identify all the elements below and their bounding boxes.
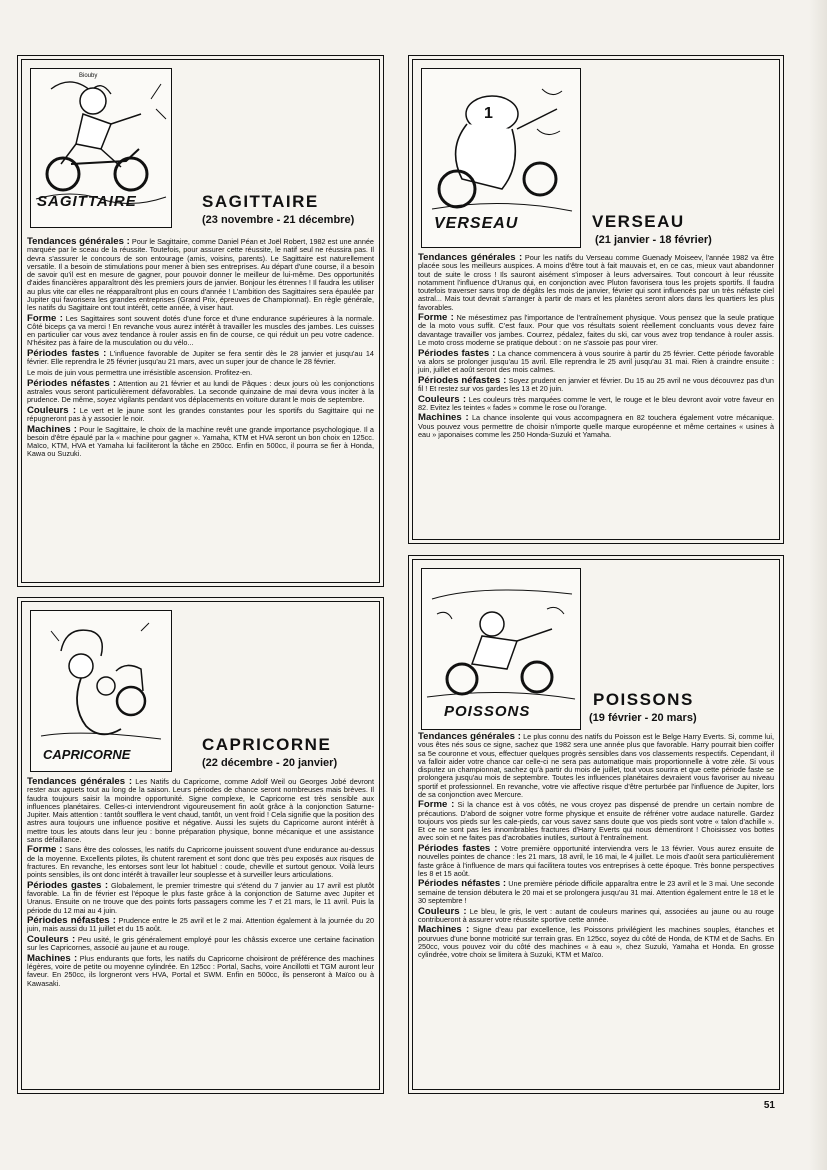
sagittaire-art-label: SAGITTAIRE bbox=[37, 193, 137, 210]
sagittaire-art-signature: Biouby bbox=[79, 73, 98, 79]
capricorne-title: CAPRICORNE bbox=[202, 735, 332, 754]
sagittaire-section: Tendances générales : Pour le Sagittaire, comme Daniel Péan et Joël Robert, 1982 est une année marquée par le sceau de la réussite. Toutefois, pour assurer cette réussite, le natif seul ne réussira pas. Il devra s'assurer le concours de son entourage (amis, voisins, parents). Le Sagittaire est naturellement versatile. Il a besoin de stimulations pour mener à bien ses entreprises. Au départ d'une course, il a besoin de savoir qu'il est en mesure de gagner, pour pouvoir donner le meilleur de lui-même. Des opportunités d'aides financières apparaîtront dès les premiers jours de janvier. Bonjour les étrennes ! Il faudra les utiliser au plus vite car elles ne réapparaîtront plus en cours d'année ! L'ambition des Sagittaires sera épaulée par Jupiter qui favorisera les grandes entreprises (Grand Prix, épreuves de Championnat). En règle générale, les natifs du Sagittaire ont tout intérêt, cette année, à viser haut. bbox=[27, 236, 374, 312]
sagittaire-section: Périodes néfastes : Attention au 21 février et au lundi de Pâques : deux jours où les conjonctions astrales vous seront particulièrement défavorables. La seconde quinzaine de mai devra vous inciter à la prudence. De même, soyez vigilants pendant vos déplacements en voiture durant le mois de septembre. bbox=[27, 377, 374, 405]
capricorne-section: Périodes gastes : Globalement, le premier trimestre qui s'étend du 7 janvier au 17 avril est plutôt favorable. La fin de février est l'époque le plus faste grâce à la conjonction de Saturne avec Jupiter et Uranus. Ensuite on ne trouve que des points forts passagers comme les 7 et 21 mars, le 11 avril. Puis la période du 12 mai au 4 juin. bbox=[27, 879, 375, 915]
poissons-section: Couleurs : Le bleu, le gris, le vert : autant de couleurs marines qui, associées au jaune ou au rouge contribueront à assurer votre réussite sportive cette année. bbox=[418, 905, 774, 924]
poissons-section: Périodes néfastes : Une première période difficile apparaîtra entre le 23 avril et le 3 mai. Une seconde semaine de tension débutera le 20 mai et se prolongera jusqu'au 31 mai. Attention également entre le 18 et le 30 septembre ! bbox=[418, 878, 775, 905]
sagittaire-section: Machines : Pour le Sagittaire, le choix de la machine revêt une grande importance psychologique. Il a besoin d'être épaulé par la « machine pour gagner ». Yamaha, KTM et HVA seront un bon choix en 125cc. Maïco, KTM, HVA et Yamaha lui faciliteront la tâche en 250cc. Enfin en 500cc, il pourra se fier à Honda, Kawa ou Suzuki. bbox=[27, 423, 374, 459]
capricorne-section: Couleurs : Peu usité, le gris généralement employé pour les châssis excerce une certaine facination sur les Capricornes, associé au jaune et au rouge. bbox=[27, 934, 374, 953]
sagittaire-title: SAGITTAIRE bbox=[202, 192, 319, 211]
verseau-text bbox=[418, 254, 774, 442]
verseau-section: Périodes néfastes : Soyez prudent en janvier et février. Du 15 au 25 avril ne vous découvrez pas d'un fil ! Et restez sur vos gardes les 13 et 20 juin. bbox=[418, 374, 774, 393]
verseau-box bbox=[408, 55, 784, 544]
capricorne-text bbox=[27, 778, 374, 990]
poissons-art-label: POISSONS bbox=[444, 703, 531, 720]
capricorne-box bbox=[17, 597, 384, 1094]
sagittaire-dates: (23 novembre - 21 décembre) bbox=[202, 214, 355, 226]
poissons-illustration bbox=[421, 568, 581, 730]
verseau-section: Couleurs : Les couleurs très marquées comme le vert, le rouge et le bleu devront avoir votre faveur en 82. Evitez les teintes « fades » comme le rose ou l'orange. bbox=[418, 393, 774, 412]
sagittaire-section: Couleurs : Le vert et le jaune sont les grandes constantes pour les sportifs du Sagittaire qui ne répugneront pas à y associer le noir. bbox=[27, 404, 374, 423]
poissons-text bbox=[418, 733, 774, 962]
page-edge bbox=[809, 0, 827, 1170]
sagittaire-box bbox=[17, 55, 384, 587]
poissons-section: Tendances générales : Le plus connu des natifs du Poisson est le Belge Harry Everts. Si, comme lui, vous êtes nés sous ce signe, sachez que 1982 sera une année plus que favorable. Harry pourrait bien coiffer sa 5e couronne et vous, effectuer quelques progrès sensibles dans vos classements respectifs. Cependant, il va falloir aider votre chance car celle-ci ne sera pas automatique mais proportionnelle à votre zèle. Si vous disputez un championnat, sachez qu'à partir du mois de juillet, tout vous sourira et que cette période faste se prolongera jusqu'au mois de septembre. Toutes les influences planétaires devraient vous favoriser au niveau sportif et professionnel. En revanche, votre vie affective risque d'être perturbée par l'influence de Jupiter, lors de sa conjonction avec Mercure. bbox=[418, 731, 775, 799]
verseau-art-number: 1 bbox=[484, 105, 493, 122]
poissons-box bbox=[408, 555, 784, 1094]
capricorne-illustration bbox=[30, 610, 172, 772]
verseau-illustration bbox=[421, 68, 581, 248]
poissons-section: Forme : Si la chance est à vos côtés, ne vous croyez pas dispensé de prendre un certain nombre de précautions. D'abord de soigner votre forme physique et ensuite de réfréner votre audace naturelle. Gardez toujours vos pieds sur les cale-pieds, car vous savez sans doute que vos pieds sont votre « talon d'achille ». Et ce ne sont pas les innombrables fractures d'Harry Everts qui nous démentiront ! Choisissez vos bottes avec soin et ne faites pas d'acrobaties inutiles, surtout à l'entraînement. bbox=[418, 799, 775, 843]
page-number: 51 bbox=[763, 1100, 775, 1111]
poissons-section: Machines : Signe d'eau par excellence, les Poissons privilégient les machines souples, étanches et pourvues d'une bonne motricité sur terrain gras. En 125cc, soyez du côté de Honda, de KTM et de Sachs. En 250cc, vous pouvez voir du côté des machines « à eau », chez Suzuki, Yamaha et Honda. En grosse cylindrée, votre choix se limitera à Suzuki, KTM et Maïco. bbox=[418, 924, 774, 960]
sagittaire-section: Périodes fastes : L'influence favorable de Jupiter se fera sentir dès le 28 janvier et jusqu'au 14 février. Elle reprendra le 25 février jusqu'au 21 mars, avec un super jour de chance le 28 février. bbox=[27, 348, 374, 367]
poissons-title: POISSONS bbox=[593, 690, 694, 709]
sagittaire-section: Le mois de juin vous permettra une irrésistible ascension. Profitez-en. bbox=[27, 367, 253, 377]
sagittaire-illustration bbox=[30, 68, 172, 228]
sagittaire-section: Forme : Les Sagittaires sont souvent dotés d'une force et d'une endurance supérieures à la normale. Côté biceps ça va merci ! En revanche vous aurez intérêt à travailler les muscles des jambes. Les cuisses en particulier car vous avez tendance à rouler assis en fin de course, ce qui réduit un peu votre cadence. N'hésitez pas à faire de la musculation ou du vélo... bbox=[27, 312, 375, 348]
sagittaire-text bbox=[27, 238, 374, 461]
verseau-section: Tendances générales : Pour les natifs du Verseau comme Guenady Moiseev, l'année 1982 va être placée sous les meilleurs auspices. A moins d'être tout à fait mauvais et, en ce cas, mieux vaut abandonner tout de suite le cross ! Ils sauront aisément s'imposer à leurs adversaires. Tout concourt à leur réussite notamment l'influence d'Uranus qui, en conjonction avec Pluton favorisera tous les projets sportifs. Il faudra toutefois traverser sans trop de dégâts les mois de janvier, février qui sont influencés par un très néfaste ciel astral... Mais tout devrait s'arranger à partir de mars et les planètes seront alors dans les quartiers les plus favorables. bbox=[418, 252, 774, 312]
verseau-section: Machines : La chance insolente qui vous accompagnera en 82 touchera également votre mécanique. Vous pouvez vous permettre de choisir n'importe quelle marque européenne et même certaines « usines à eau » japonaises comme les 250 Honda-Suzuki et Yamaha. bbox=[418, 412, 774, 439]
capricorne-dates: (22 décembre - 20 janvier) bbox=[202, 757, 338, 769]
capricorne-section: Forme : Sans être des colosses, les natifs du Capricorne jouissent souvent d'une endurance au-dessus de la moyenne. Excellents pilotes, ils chutent rarement et sont donc que très peu exposés aux risques de fractures. En revanche, les entorses sont leur lot habituel : coude, cheville et surtout genoux. Voilà leurs points sensibles, ils ont donc intérêt à travailler leur souplesse et à surveiller leurs articulations. bbox=[27, 844, 374, 880]
verseau-dates: (21 janvier - 18 février) bbox=[595, 234, 712, 246]
verseau-section: Forme : Ne mésestimez pas l'importance de l'entraînement physique. Vous pensez que la seule pratique de la moto vous suffit. C'est faux. Pour que vos résultats soient réellement concluants vous devez faire davantage travailler vos jambes. Courrez, pédalez, faites du ski, car vous avez trop tendance à rouler assis. Le moto cross moderne se pratique debout : on ne s'assoie pas pour virer. bbox=[418, 312, 774, 347]
capricorne-section: Périodes néfastes : Prudence entre le 25 avril et le 2 mai. Attention également à la journée du 20 juin, mais aussi du 11 juillet et du 15 août. bbox=[27, 915, 374, 934]
verseau-section: Périodes fastes : La chance commencera à vous sourire à partir du 25 février. Cette période favorable va alors se prolonger jusqu'au 15 avril. Elle reprendra le 25 avril jusqu'au 31 mai. Rien à craindre ensuite : juin, juillet et août seront des mois calmes. bbox=[418, 347, 774, 375]
capricorne-art-label: CAPRICORNE bbox=[43, 747, 131, 762]
capricorne-section: Tendances générales : Les Natifs du Capricorne, comme Adolf Weil ou Georges Jobé devront rester aux aguets tout au long de la saison. Leurs périodes de chance seront nombreuses mais brèves. Il faudra toujours saisir la moindre opportunité. Signe complexe, le Capricorne est très sensible aux influences planétaires. Celles-ci interviendront vigoureusement fin août grâce à la conjonction Saturne-Jupiter. Mais attention : tantôt soufflera le vent chaud, tantôt, un vent froid ! Cela signifie que la position des astres aura toujours une influence positive et négative. Aussi les sujets du Capricorne auront intérêt à mettre tous les atouts dans leur jeu : bonne préparation physique, bonne mécanique et une assistance sans défaillance. bbox=[27, 776, 374, 844]
capricorne-section: Machines : Plus endurants que forts, les natifs du Capricorne choisiront de préférence des machines légères, voire de petite ou moyenne cylindrée. En 125cc : Portal, Sachs, voire Ancillotti et TGM auront leur faveur. En 250cc, ils lorgneront vers HVA, Portal et SWM. Enfin en 500cc, ils penseront à Maïco ou à Kawasaki. bbox=[27, 952, 374, 988]
verseau-art-label: VERSEAU bbox=[434, 215, 519, 232]
poissons-section: Périodes fastes : Votre première opportunité interviendra vers le 13 février. Vous aurez ensuite de nouvelles pointes de chance : les 21 mars, 18 avril, le 16 mai, le 4 juillet. Le mois d'août sera particulièrement faste grâce à l'influence de mars qui facilitera toutes vos entreprises à cette époque. Très bonne perspectives les 8 et 15 août. bbox=[418, 843, 774, 878]
verseau-title: VERSEAU bbox=[592, 212, 685, 231]
poissons-dates: (19 février - 20 mars) bbox=[589, 712, 697, 724]
